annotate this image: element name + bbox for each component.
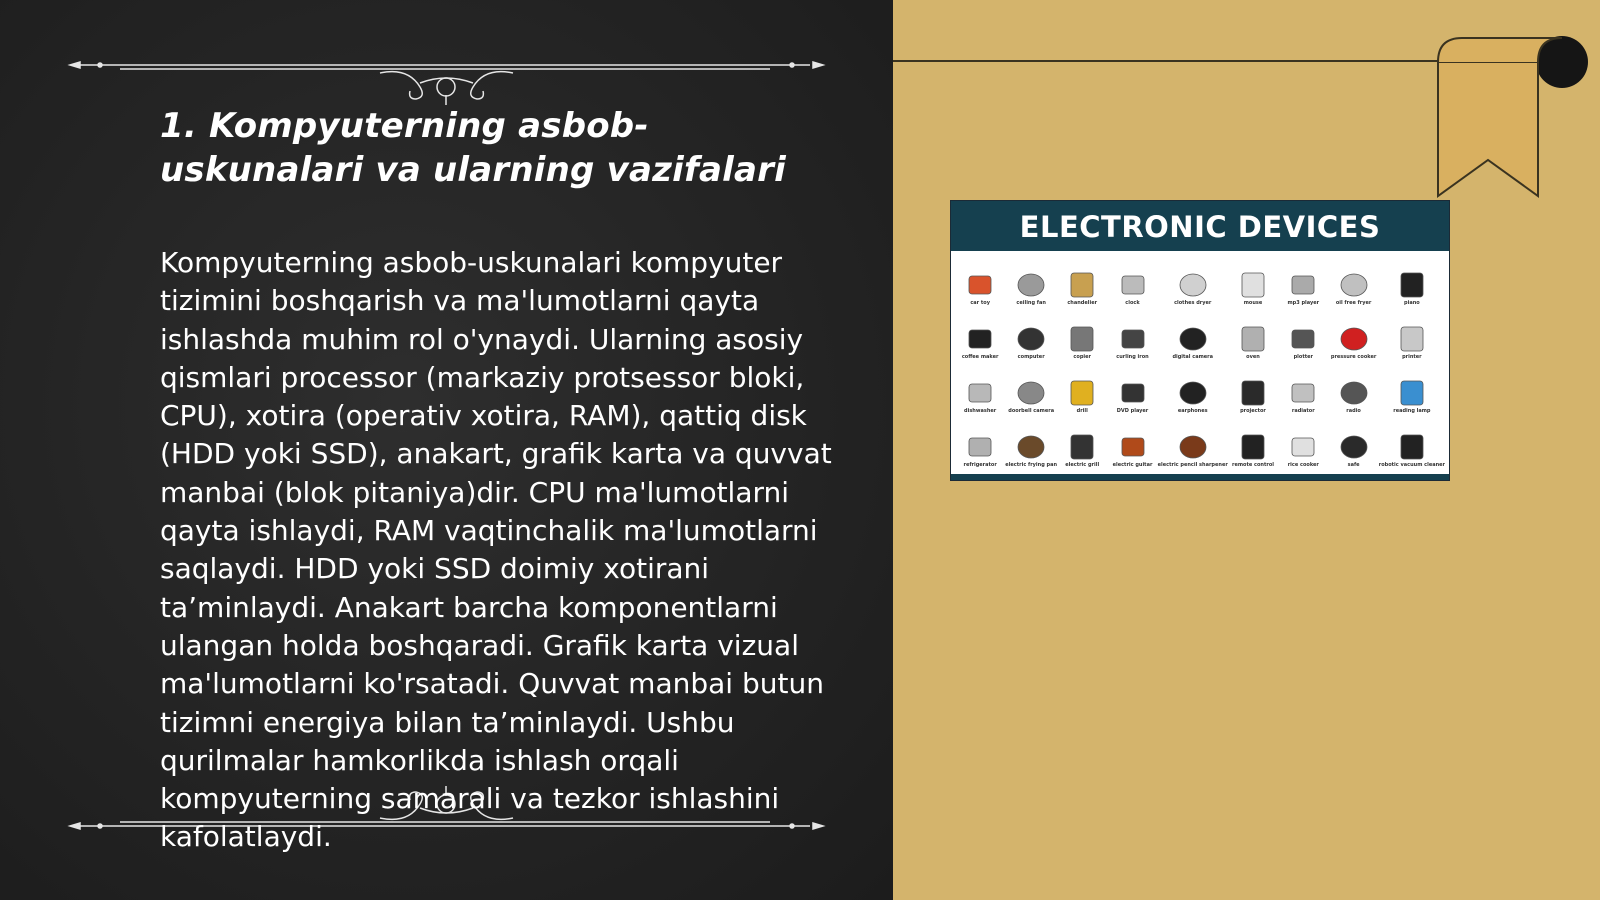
device-item [1158,253,1228,307]
device-item [1328,307,1378,361]
device-label: drill [1076,408,1088,414]
device-item [1278,361,1328,415]
device-label: rice cooker [1287,462,1319,468]
device-icon [1114,322,1152,354]
device-label: dishwasher [964,408,997,414]
device-icon [1174,322,1212,354]
device-item [1158,307,1228,361]
device-icon [1284,430,1322,462]
device-icon [1012,430,1050,462]
device-icon [961,268,999,300]
device-label: robotic vacuum cleaner [1378,462,1445,468]
device-label: clock [1125,300,1140,306]
slide-title: 1. Kompyuterning asbob-uskunalari va ularning vazifalari [160,106,786,190]
device-grid [951,251,1449,471]
device-label: doorbell camera [1008,408,1055,414]
device-item [1328,415,1378,469]
device-item [955,415,1005,469]
device-icon [1393,322,1431,354]
device-item [1158,361,1228,415]
device-label: mp3 player [1287,300,1320,306]
device-icon [1284,268,1322,300]
device-label: plotter [1293,354,1313,360]
device-label: clothes dryer [1174,300,1212,306]
device-item [1107,253,1157,307]
device-item [1107,415,1157,469]
device-label: curling iron [1116,354,1149,360]
device-icon [1234,322,1272,354]
device-label: DVD player [1116,408,1149,414]
device-item [1228,415,1278,469]
device-item [1005,307,1057,361]
slide-body-text: Kompyuterning asbob-uskunalari kompyuter tizimini boshqarish va ma'lumotlarni qayta ishlashda muhim rol o'ynaydi. Ularning asosiy qismlari processor (markaziy protsessor bloki, CPU), xotira (operativ xotira, RAM), qattiq disk (HDD yoki SSD), anakart, grafik karta va quvvat manbai (blok pitaniya)dir. CPU ma'lumotlarni qayta ishlaydi, RAM vaqtinchalik ma'lumotlarni saqlaydi. HDD yoki SSD doimiy xotirani ta’minlaydi. Anakart barcha komponentlarni ulangan holda boshqaradi. Grafik karta vizual ma'lumotlarni ko'rsatadi. Quvvat manbai butun tizimni energiya bilan ta’minlaydi. Ushbu qurilmalar hamkorlikda ishlash orqali kompyuterning samarali va tezkor ishlashini kafolatlaydi. [160,246,832,854]
device-item [1379,307,1445,361]
top-ornament-divider [0,45,893,105]
device-item [1005,361,1057,415]
device-icon [1335,430,1373,462]
device-item [1328,361,1378,415]
device-icon [1174,268,1212,300]
device-label: electric guitar [1112,462,1153,468]
device-label: car toy [970,300,990,306]
device-item [955,307,1005,361]
device-label: oil free fryer [1335,300,1372,306]
device-label: pressure cooker [1330,354,1377,360]
device-label: earphones [1177,408,1208,414]
device-item [955,361,1005,415]
device-item [955,253,1005,307]
device-icon [1335,376,1373,408]
device-label: electric pencil sharpener [1157,462,1228,468]
device-icon [1012,268,1050,300]
device-label: digital camera [1172,354,1214,360]
device-icon [1393,376,1431,408]
device-image-header: ELECTRONIC DEVICES [951,201,1449,251]
device-label: safe [1347,462,1360,468]
device-label: coffee maker [961,354,999,360]
device-image-footer [951,474,1449,480]
device-item [1005,253,1057,307]
device-item [1278,415,1328,469]
device-icon [1234,430,1272,462]
device-item [1379,415,1445,469]
device-label: refrigerator [963,462,997,468]
device-label: remote control [1231,462,1274,468]
device-icon [1063,268,1101,300]
device-label: oven [1246,354,1260,360]
device-icon [1335,268,1373,300]
device-icon [1234,376,1272,408]
device-item [1057,307,1107,361]
bookmark-ribbon-icon [1434,0,1600,210]
device-icon [961,376,999,408]
device-icon [1063,322,1101,354]
device-item [1057,361,1107,415]
device-item [1228,253,1278,307]
device-icon [1393,430,1431,462]
device-label: mouse [1243,300,1263,306]
device-icon [1012,322,1050,354]
device-item [1278,307,1328,361]
device-item [1158,415,1228,469]
device-label: electric grill [1065,462,1100,468]
device-icon [1012,376,1050,408]
device-item [1005,415,1057,469]
device-icon [1114,268,1152,300]
device-icon [1284,322,1322,354]
device-label: piano [1404,300,1420,306]
device-icon [961,430,999,462]
device-icon [1114,376,1152,408]
electronic-devices-image [950,200,1450,481]
device-label: reading lamp [1393,408,1431,414]
device-icon [1284,376,1322,408]
device-label: copier [1073,354,1091,360]
device-icon [1393,268,1431,300]
device-item [1379,253,1445,307]
device-label: chandelier [1067,300,1098,306]
device-label: radiator [1291,408,1315,414]
device-icon [1114,430,1152,462]
device-icon [1063,430,1101,462]
device-item [1228,361,1278,415]
device-icon [1335,322,1373,354]
device-label: electric frying pan [1005,462,1058,468]
device-item [1057,415,1107,469]
device-label: projector [1240,408,1266,414]
device-item [1328,253,1378,307]
device-label: ceiling fan [1016,300,1046,306]
device-item [1057,253,1107,307]
device-icon [1234,268,1272,300]
device-label: computer [1017,354,1045,360]
device-item [1379,361,1445,415]
top-divider-line [893,60,1438,62]
device-item [1278,253,1328,307]
device-icon [1174,430,1212,462]
device-icon [1174,376,1212,408]
device-item [1107,361,1157,415]
device-item [1228,307,1278,361]
device-label: radio [1346,408,1361,414]
device-icon [961,322,999,354]
device-icon [1063,376,1101,408]
device-label: printer [1402,354,1422,360]
device-item [1107,307,1157,361]
